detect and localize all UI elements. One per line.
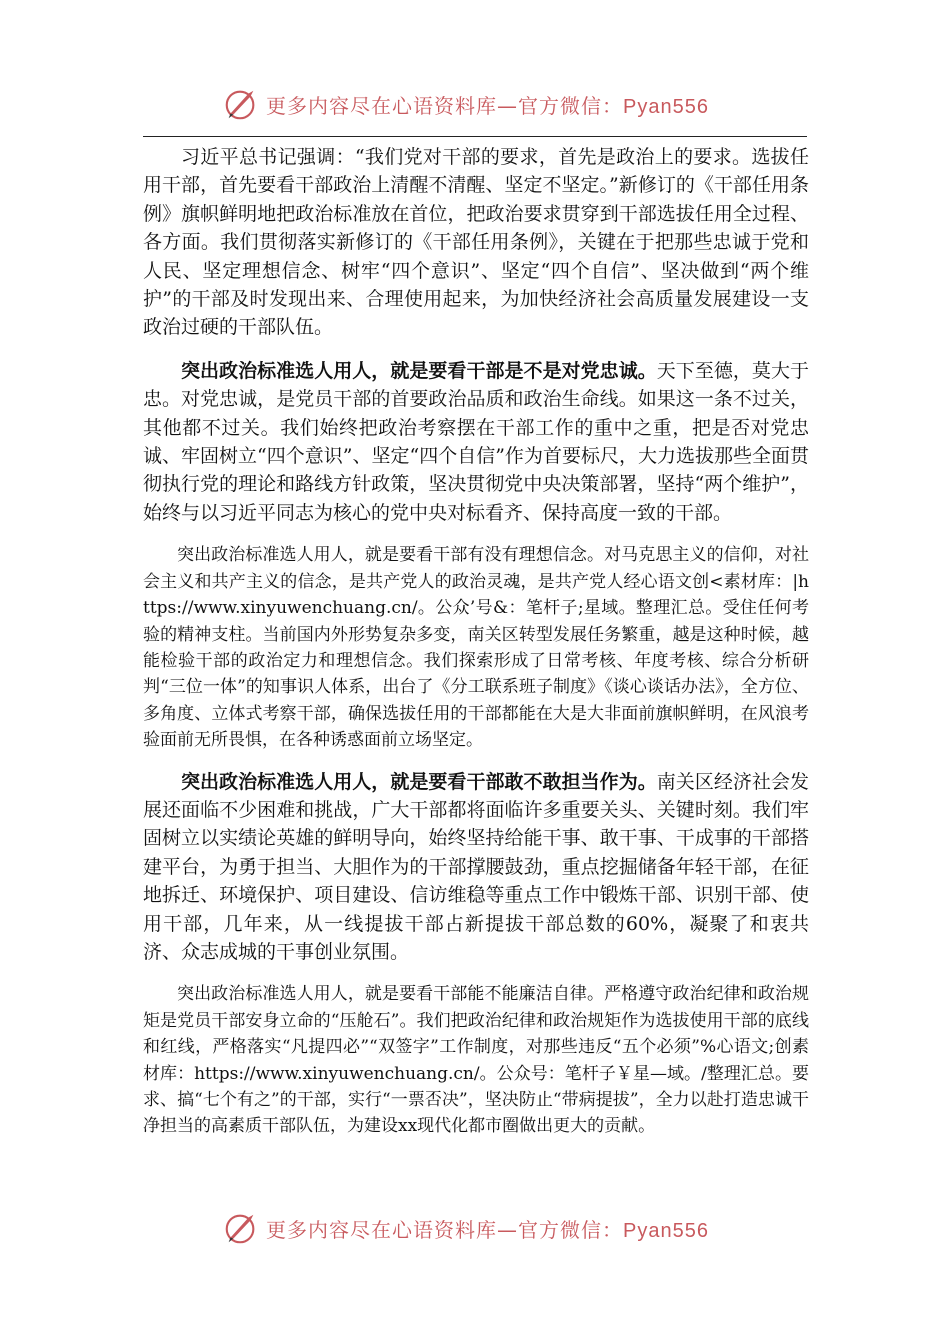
document-body [143,143,809,1154]
paragraph-4: 突出政治标准选人用人，就是要看干部敢不敢担当作为。南关区经济社会发展还面临不少困难和挑战，广大干部都将面临许多重要关头、关键时刻。我们牢固树立以实绩论英雄的鲜明导向，始终坚持给能干事、敢干事、干成事的干部搭建平台，为勇于担当、大胆作为的干部撑腰鼓劲，重点挖掘储备年轻干部，在征地拆迁、环境保护、项目建设、信访维稳等重点工作中锻炼干部、识别干部、使用干部，几年来，从一线提拔干部占新提拔干部总数的60%，凝聚了和衷共济、众志成城的干事创业氛围。 [143,770,809,963]
paragraph-3: 突出政治标准选人用人，就是要看干部有没有理想信念。对马克思主义的信仰，对社会主义和共产主义的信念，是共产党人的政治灵魂，是共产党人经心语文创<素材库：|https://www.xinyuwenchuang.cn/。公众’号&：笔杆子;星域。整理汇总。受住任何考验的精神支柱。当前国内外形势复杂多变，南关区转型发展任务繁重，越是这种时候，越能检验干部的政治定力和理想信念。我们探索形成了日常考核、年度考核、综合分析研判“三位一体”的知事识人体系，出台了《分工联系班子制度》《谈心谈话办法》，全方位、多角度、立体式考察干部，确保选拔任用的干部都能在大是大非面前旗帜鲜明，在风浪考验面前无所畏惧，在各种诱惑面前立场坚定。 [143,545,809,751]
banner-wechat-id: Pyan556 [623,1219,709,1242]
banner-text [266,1214,709,1243]
banner-text-cn: 更多内容尽在心语资料库—官方微信： [266,1217,623,1242]
banner-text [266,90,709,119]
banner-wechat-id: Pyan556 [623,95,709,118]
paragraph-heading: 突出政治标准选人用人，就是要看干部是不是对党忠诚。 [181,359,657,382]
header-divider [143,136,807,137]
paragraph-2: 突出政治标准选人用人，就是要看干部是不是对党忠诚。天下至德，莫大于忠。对党忠诚，是党员干部的首要政治品质和政治生命线。如果这一条不过关，其他都不过关。我们始终把政治考察摆在干部工作的重中之重，把是否对党忠诚、牢固树立“四个意识”、坚定“四个自信”作为首要标尺，大力选拔那些全面贯彻执行党的理论和路线方针政策，坚决贯彻党中央决策部署，坚持“两个维护”，始终与以习近平同志为核心的党中央对标看齐、保持高度一致的干部。 [143,359,809,524]
paragraph-1: 习近平总书记强调：“我们党对干部的要求，首先是政治上的要求。选拔任用干部，首先要看干部政治上清醒不清醒、坚定不坚定。”新修订的《干部任用条例》旗帜鲜明地把政治标准放在首位，把政治要求贯穿到干部选拔任用全过程、各方面。我们贯彻落实新修订的《干部任用条例》，关键在于把那些忠诚于党和人民、坚定理想信念、树牢“四个意识”、坚定“四个自信”、坚决做到“两个维护”的干部及时发现出来、合理使用起来，为加快经济社会高质量发展建设一支政治过硬的干部队伍。 [143,146,809,339]
pen-logo-icon [222,1209,260,1247]
header-banner [222,84,709,124]
banner-text-cn: 更多内容尽在心语资料库—官方微信： [266,93,623,118]
footer-banner [222,1208,709,1248]
pen-logo-icon [222,85,260,123]
paragraph-heading: 突出政治标准选人用人，就是要看干部敢不敢担当作为。 [181,770,657,793]
paragraph-5: 突出政治标准选人用人，就是要看干部能不能廉洁自律。严格遵守政治纪律和政治规矩是党员干部安身立命的“压舱石”。我们把政治纪律和政治规矩作为选拔使用干部的底线和红线，严格落实“凡提四必”“双签字”工作制度，对那些违反“五个必须”%心语文;创素材库：https://www.xinyuwenchuang.cn/。公众号：笔杆子￥星—域。/整理汇总。要求、搞“七个有之”的干部，实行“一票否决”，坚决防止“带病提拔”，全力以赴打造忠诚干净担当的高素质干部队伍，为建设xx现代化都市圈做出更大的贡献。 [143,984,809,1137]
